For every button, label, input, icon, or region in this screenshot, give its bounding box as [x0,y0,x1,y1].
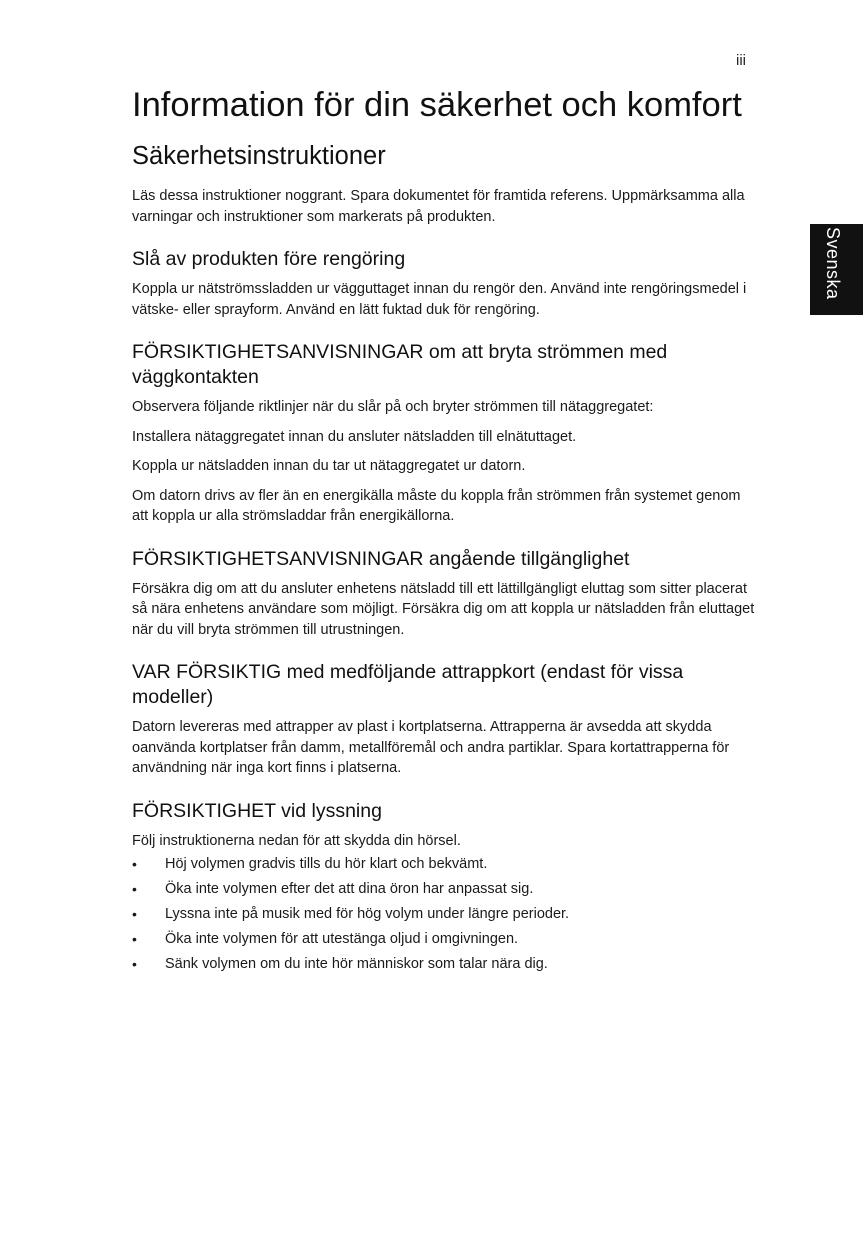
language-tab [810,224,863,315]
section-dummy-cards [132,660,757,779]
section-heading: FÖRSIKTIGHETSANVISNINGAR om att bryta strömmen med väggkontakten [132,341,668,388]
bullet-icon: • [132,931,137,947]
list-item [132,854,757,875]
section-heading: FÖRSIKTIGHETSANVISNINGAR angående tillgänglighet [132,547,630,570]
list-item-text: Öka inte volymen efter det att dina öron har anpassat sig. [165,881,534,897]
intro-paragraph: Läs dessa instruktioner noggrant. Spara dokumentet för framtida referens. Uppmärksamma alla varningar och instruktioner som markerats på produkten. [132,188,745,225]
section-heading: FÖRSIKTIGHET vid lyssning [132,799,382,822]
paragraph: Försäkra dig om att du ansluter enhetens nätsladd till ett lättillgängligt eluttag som sitter placerat så nära enhetens användare som möjligt. Försäkra dig om att koppla ur nätsladden från eluttaget när du vill bryta strömmen till utrustningen. [132,580,755,638]
paragraph: Följ instruktionerna nedan för att skydda din hörsel. [132,832,461,849]
bullet-list [132,854,757,975]
list-item [132,879,757,900]
page-content [132,86,757,979]
language-tab-label: Svenska [823,227,843,300]
bullet-icon: • [132,881,137,897]
section-heading: Slå av produkten före rengöring [132,248,406,270]
list-item [132,954,757,975]
section-title: Säkerhetsinstruktioner [132,142,386,170]
section-power-disconnect [132,340,757,527]
list-item-text: Öka inte volymen för att utestänga oljud i omgivningen. [165,931,519,947]
bullet-icon: • [132,856,137,872]
section-cleaning [132,247,757,320]
bullet-icon: • [132,956,137,972]
page-title: Information för din säkerhet och komfort [132,86,742,124]
paragraph: Koppla ur nätsladden innan du tar ut nätaggregatet ur datorn. [132,458,526,474]
list-item-text: Lyssna inte på musik med för hög volym under längre perioder. [165,906,570,922]
paragraph: Datorn levereras med attrapper av plast i kortplatserna. Attrapperna är avsedda att skydda oanvända kortplatser från damm, metallföremål och andra partiklar. Spara kortattrapperna för användning när inga kort finns i platserna. [132,719,730,776]
paragraph: Installera nätaggregatet innan du ansluter nätsladden till elnätuttaget. [132,428,577,445]
list-item [132,929,757,950]
list-item [132,904,757,925]
paragraph: Koppla ur nätströmssladden ur vägguttaget innan du rengör den. Använd inte rengöringsmedel i vätske- eller sprayform. Använd en lätt fuktad duk för rengöring. [132,281,747,318]
section-listening [132,799,757,975]
paragraph: Observera följande riktlinjer när du slår på och bryter strömmen till nätaggregatet: [132,399,654,415]
list-item-text: Höj volymen gradvis tills du hör klart och bekvämt. [165,856,488,872]
page-number: iii [736,52,746,69]
section-accessibility [132,547,757,641]
section-heading: VAR FÖRSIKTIG med medföljande attrappkort (endast för vissa modeller) [132,661,684,708]
list-item-text: Sänk volymen om du inte hör människor som talar nära dig. [165,956,548,972]
paragraph: Om datorn drivs av fler än en energikälla måste du koppla från strömmen från systemet genom att koppla ur alla strömsladdar från energikällorna. [132,487,741,524]
bullet-icon: • [132,906,137,922]
